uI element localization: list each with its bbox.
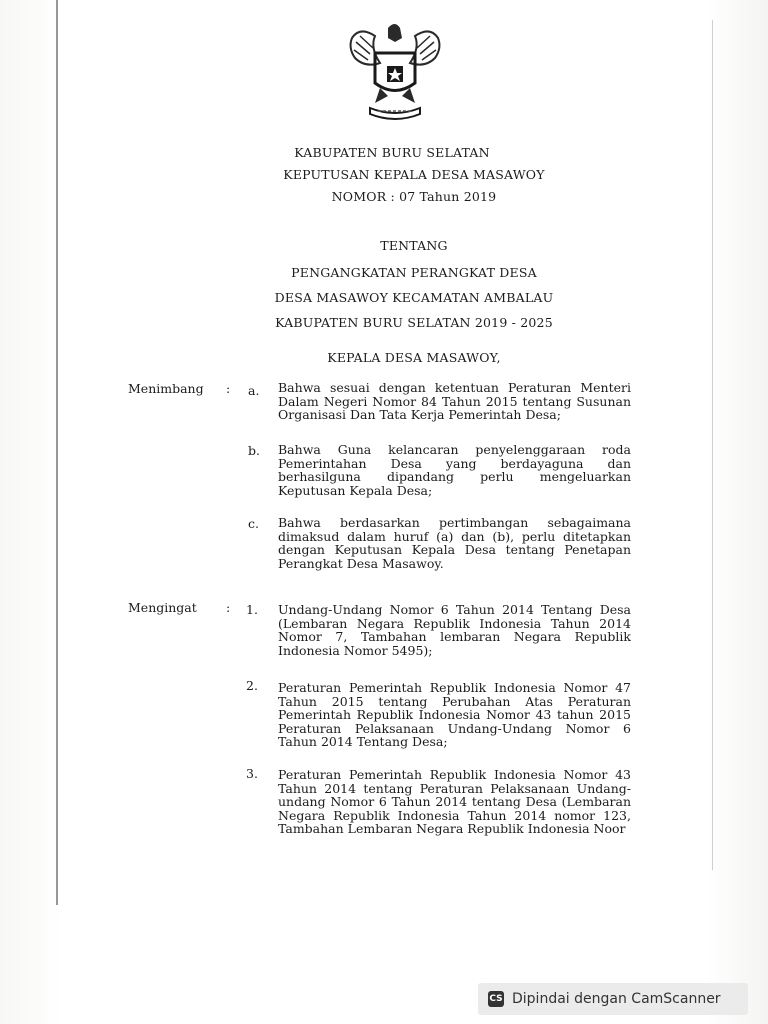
regency-heading: KABUPATEN BURU SELATAN xyxy=(294,145,490,160)
subject-line-2: DESA MASAWOY KECAMATAN AMBALAU xyxy=(274,290,554,305)
mengingat-item-3-mark: 3. xyxy=(246,766,258,781)
camscanner-logo-icon: CS xyxy=(488,991,504,1007)
mengingat-colon: : xyxy=(226,600,231,615)
mengingat-item-2-text: Peraturan Pemerintah Republik Indonesia Nomor 47 Tahun 2015 tentang Perubahan Atas Peraturan Pemerintah Republik Indonesia Nomor 43 tahun 2015 Peraturan Pelaksanaan Undang-Undang Nomor 6 Tahun 2014 Tentang Desa; xyxy=(278,680,631,749)
decree-number: NOMOR : 07 Tahun 2019 xyxy=(331,189,497,204)
menimbang-item-b-text: Bahwa Guna kelancaran penyelenggaraan roda Pemerintahan Desa yang berdayaguna dan berhasilguna dipandang perlu mengeluarkan Keputusan Kepala Desa; xyxy=(278,442,631,498)
subject-line-3: KABUPATEN BURU SELATAN 2019 - 2025 xyxy=(275,315,553,330)
menimbang-colon: : xyxy=(226,381,231,396)
mengingat-label: Mengingat xyxy=(128,600,197,615)
subject-line-1: PENGANGKATAN PERANGKAT DESA xyxy=(291,265,537,280)
tentang-heading: TENTANG xyxy=(380,238,448,253)
mengingat-item-1-mark: 1. xyxy=(246,602,258,617)
menimbang-item-b-mark: b. xyxy=(248,443,260,458)
decree-title: KEPUTUSAN KEPALA DESA MASAWOY xyxy=(283,167,545,182)
garuda-emblem-icon xyxy=(340,18,450,123)
menimbang-item-c-text: Bahwa berdasarkan pertimbangan sebagaimana dimaksud dalam huruf (a) dan (b), perlu ditetapkan dengan Keputusan Kepala Desa tentang Penetapan Perangkat Desa Masawoy. xyxy=(278,515,631,571)
menimbang-label: Menimbang xyxy=(128,381,204,396)
camscanner-label: Dipindai dengan CamScanner xyxy=(512,991,721,1007)
mengingat-item-1-text: Undang-Undang Nomor 6 Tahun 2014 Tentang Desa (Lembaran Negara Republik Indonesia Tahun 2014 Nomor 7, Tambahan lembaran Negara Republik Indonesia Nomor 5495); xyxy=(278,602,631,658)
issuer-heading: KEPALA DESA MASAWOY, xyxy=(327,350,501,365)
menimbang-item-a-mark: a. xyxy=(248,383,260,398)
menimbang-item-a-text: Bahwa sesuai dengan ketentuan Peraturan Menteri Dalam Negeri Nomor 84 Tahun 2015 tentang Susunan Organisasi Dan Tata Kerja Pemerintah Desa; xyxy=(278,380,631,422)
mengingat-item-2-mark: 2. xyxy=(246,678,258,693)
menimbang-item-c-mark: c. xyxy=(248,516,259,531)
camscanner-watermark xyxy=(478,983,748,1015)
mengingat-item-3-text: Peraturan Pemerintah Republik Indonesia Nomor 43 Tahun 2014 tentang Peraturan Pelaksanaan Undang-undang Nomor 6 Tahun 2014 tentang Desa (Lembaran Negara Republik Indonesia Tahun 2014 nomor 123, Tambahan Lembaran Negara Republik Indonesia Noor xyxy=(278,767,631,836)
page-edge-shadow xyxy=(56,0,58,905)
